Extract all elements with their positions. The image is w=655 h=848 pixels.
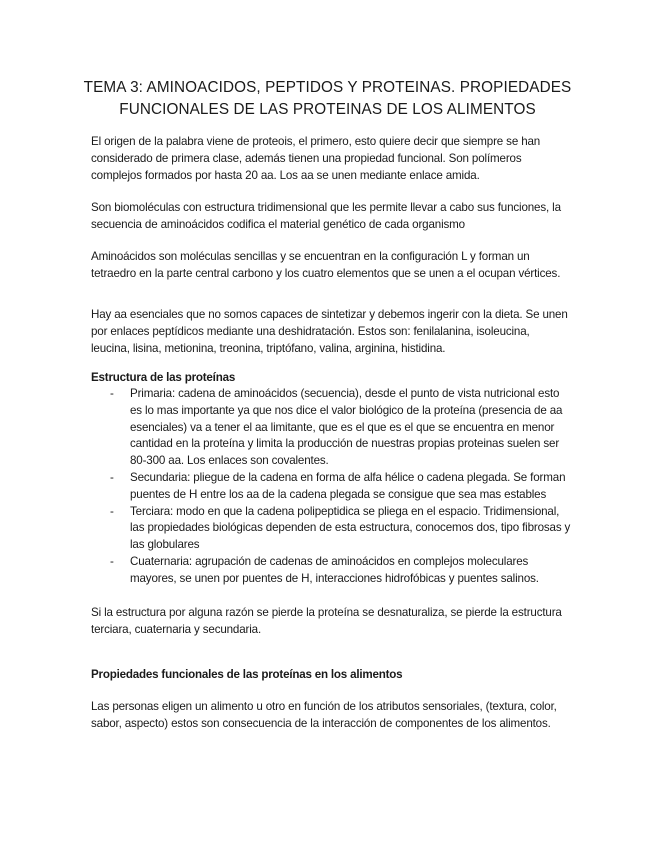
list-item-text: Cuaternaria: agrupación de cadenas de aminoácidos en complejos moleculares mayores, se unen por puentes de H, interacciones hidrofóbicas y puentes salinos. <box>130 554 539 585</box>
list-item-cuaternaria <box>91 554 571 588</box>
list-item-text: Secundaria: pliegue de la cadena en forma de alfa hélice o cadena plegada. Se forman puentes de H entre los aa de la cadena plegada se consigue que sea mas estables <box>130 470 566 501</box>
essential-aminoacids-paragraph: Hay aa esenciales que no somos capaces de sintetizar y debemos ingerir con la dieta. Se unen por enlaces peptídicos mediante una deshidratación. Estos son: fenilalanina, isoleucina, leucina, lisina, metionina, treonina, triptófano, valina, arginina, histidina. <box>91 308 568 355</box>
bullet-marker: - <box>110 387 114 400</box>
biomolecules-paragraph: Son biomoléculas con estructura tridimensional que les permite llevar a cabo sus funciones, la secuencia de aminoácidos codifica el material genético de cada organismo <box>91 201 561 231</box>
page-title: TEMA 3: AMINOACIDOS, PEPTIDOS Y PROTEINAS. PROPIEDADES FUNCIONALES DE LAS PROTEINAS DE LOS ALIMENTOS <box>83 79 572 118</box>
list-item-text: Primaria: cadena de aminoácidos (secuencia), desde el punto de vista nutricional esto es lo mas importante ya que nos dice el valor biológico de la proteína (presencia de aa esenciales) va a tener el aa limitante, que es el que es el que se encuentra en menor cantidad en la proteína y limita la producción de nuestras propias proteinas suelen ser 80-300 aa. Los enlaces son covalentes. <box>130 387 563 468</box>
list-item-secundaria <box>91 470 571 504</box>
list-item-text: Terciara: modo en que la cadena polipeptidica se pliega en el espacio. Tridimensional, las propiedades biológicas dependen de esta estructura, conocemos dos, tipo fibrosas y las globulares <box>130 504 571 552</box>
list-item-primaria <box>91 386 571 470</box>
functional-paragraph: Las personas eligen un alimento u otro en función de los atributos sensoriales, (textura, color, sabor, aspecto) estos son consecuencia de la interacción de componentes de los alimentos. <box>91 700 557 730</box>
intro-paragraph: El origen de la palabra viene de proteois, el primero, esto quiere decir que siempre se han considerado de primera clase, además tienen una propiedad funcional. Son polímeros complejos formados por hasta 20 aa. Los aa se unen mediante enlace amida. <box>91 135 541 182</box>
bullet-marker: - <box>110 504 114 518</box>
list-item-terciara <box>91 504 571 554</box>
bullet-marker: - <box>110 554 114 568</box>
bullet-marker: - <box>110 470 114 484</box>
structure-list <box>91 386 571 588</box>
denaturation-paragraph: Si la estructura por alguna razón se pierde la proteína se desnaturaliza, se pierde la estructura terciara, cuaternaria y secundaria. <box>91 606 562 636</box>
structure-heading: Estructura de las proteínas <box>91 371 236 384</box>
functional-heading: Propiedades funcionales de las proteínas en los alimentos <box>91 668 403 681</box>
aminoacids-paragraph: Aminoácidos son moléculas sencillas y se encuentran en la configuración L y forman un tetraedro en la parte central carbono y los cuatro elementos que se unen a el ocupan vértices. <box>91 250 561 280</box>
